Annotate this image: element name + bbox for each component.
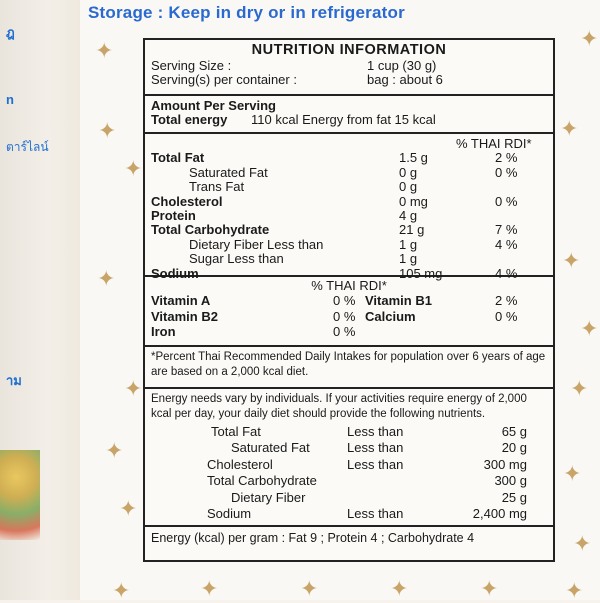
nutrient-rdi: 4 %: [495, 236, 518, 252]
star-icon: ✦: [97, 266, 116, 291]
star-icon: ✦: [580, 26, 599, 51]
daily-value: 300 g: [494, 473, 527, 489]
nutrient-row: [151, 195, 547, 209]
nutrient-name: Sodium: [151, 265, 199, 281]
energy-per-gram: Energy (kcal) per gram : Fat 9 ; Protein 4 ; Carbohydrate 4: [151, 531, 475, 545]
amount-per-serving: Amount Per Serving: [151, 98, 276, 113]
vitamin-right-name: Calcium: [365, 308, 416, 324]
nutrient-name: Trans Fat: [189, 179, 245, 195]
left-text-4: าม: [6, 373, 22, 388]
left-text-1: ฎ: [6, 25, 15, 40]
fruit-image: [0, 450, 40, 540]
star-icon: ✦: [390, 576, 409, 601]
daily-row: [151, 490, 547, 506]
vitamin-left-name: Vitamin B2: [151, 308, 218, 324]
serving-size-value: 1 cup (30 g): [367, 58, 437, 73]
vitamin-list: [151, 293, 547, 340]
vitamin-left-value: 0 %: [333, 293, 356, 309]
nutrient-list: [151, 151, 547, 281]
daily-name: Sodium: [207, 505, 252, 521]
nutrient-row: [151, 151, 547, 165]
nutrition-panel: [143, 38, 555, 562]
footnote-section: [145, 347, 553, 389]
total-energy-row: [151, 113, 547, 127]
daily-row: [151, 457, 547, 473]
vitamins-section: [145, 277, 553, 347]
star-icon: ✦: [562, 248, 581, 273]
daily-row: [151, 424, 547, 440]
vitamin-right-value: 0 %: [495, 308, 518, 324]
daily-qual: Less than: [347, 456, 404, 472]
nutrient-amount: 1.5 g: [399, 150, 428, 166]
nutrient-row: [151, 223, 547, 237]
nutrient-amount: 0 g: [399, 164, 418, 180]
vitamin-left-value: 0 %: [333, 308, 356, 324]
left-packaging-strip: [0, 0, 81, 600]
nutrient-row: [151, 180, 547, 194]
daily-qual: Less than: [347, 505, 404, 521]
star-icon: ✦: [98, 118, 117, 143]
star-icon: ✦: [573, 531, 592, 556]
total-energy-label: Total energy: [151, 112, 228, 128]
nutrient-amount: 4 g: [399, 207, 418, 223]
nutrient-name: Total Carbohydrate: [151, 222, 270, 238]
daily-name: Total Carbohydrate: [207, 473, 317, 489]
energy-section: [145, 96, 553, 134]
star-icon: ✦: [300, 576, 319, 601]
vitamin-left-name: Iron: [151, 324, 176, 340]
nutrient-name: Saturated Fat: [189, 164, 268, 180]
nutrient-row: [151, 238, 547, 252]
star-icon: ✦: [200, 576, 219, 601]
left-text-2: n: [6, 92, 14, 107]
nutrient-name: Cholesterol: [151, 193, 223, 209]
total-energy-value: 110 kcal Energy from fat 15 kcal: [251, 112, 436, 128]
servings-label: Serving(s) per container :: [151, 72, 297, 88]
nutrient-row: [151, 209, 547, 223]
vitamin-row: [151, 324, 547, 340]
daily-name: Total Fat: [211, 424, 261, 439]
nutrient-amount: 1 g: [399, 251, 418, 267]
servings-row: [151, 73, 547, 87]
star-icon: ✦: [580, 316, 599, 341]
daily-name: Dietary Fiber: [231, 489, 306, 505]
star-icon: ✦: [124, 376, 143, 401]
nutrient-amount: 0 g: [399, 179, 418, 195]
servings-value: bag : about 6: [367, 72, 443, 88]
vitamin-row: [151, 293, 547, 309]
nutrient-name: Protein: [151, 207, 196, 223]
daily-row: [151, 473, 547, 489]
daily-qual: Less than: [347, 424, 404, 439]
daily-name: Cholesterol: [207, 456, 273, 472]
nutrient-name: Dietary Fiber Less than: [189, 236, 324, 252]
rdi-header-row: [151, 137, 547, 151]
nutrition-title: NUTRITION INFORMATION: [251, 42, 447, 58]
nutrient-row: [151, 252, 547, 266]
vitamin-right-value: 2 %: [495, 293, 518, 309]
star-icon: ✦: [563, 461, 582, 486]
star-icon: ✦: [480, 576, 499, 601]
energy-note: Energy needs vary by individuals. If your activities require energy of 2,000 kcal per day, your daily diet should provide the following nutrients.: [151, 393, 527, 420]
daily-name: Saturated Fat: [231, 440, 310, 456]
star-icon: ✦: [124, 156, 143, 181]
footnote: *Percent Thai Recommended Daily Intakes for population over 6 years of age are based on a 2,000 kcal diet.: [151, 351, 546, 378]
nutrient-amount: 1 g: [399, 236, 418, 252]
nutrient-rdi: 7 %: [495, 222, 518, 238]
daily-value: 20 g: [501, 440, 527, 456]
star-icon: ✦: [570, 376, 589, 401]
nutrient-amount: 105 mg: [399, 265, 443, 281]
nutrient-amount: 21 g: [399, 222, 425, 238]
nutrient-name: Total Fat: [151, 150, 205, 166]
nutrient-rdi: 4 %: [495, 265, 518, 281]
nutrients-section: [145, 134, 553, 281]
serving-section: [145, 40, 553, 96]
serving-size-row: [151, 59, 547, 73]
vitamin-left-name: Vitamin A: [151, 293, 211, 309]
nutrient-name: Sugar Less than: [189, 251, 284, 267]
vitamin-right-name: Vitamin B1: [365, 293, 432, 309]
storage-text: Storage : Keep in dry or in refrigerator: [88, 3, 405, 22]
daily-row: [151, 440, 547, 456]
vitamin-left-value: 0 %: [333, 324, 356, 340]
serving-size-label: Serving Size :: [151, 58, 232, 73]
nutrient-rdi: 0 %: [495, 193, 518, 209]
daily-row: [151, 506, 547, 522]
star-icon: ✦: [95, 38, 114, 63]
nutrient-amount: 0 mg: [399, 193, 428, 209]
vitamin-header: % THAI RDI*: [311, 278, 387, 293]
daily-section: [145, 389, 553, 527]
rdi-header: % THAI RDI*: [456, 136, 532, 151]
daily-value: 2,400 mg: [472, 505, 527, 521]
daily-value: 65 g: [501, 424, 527, 439]
nutrient-rdi: 2 %: [495, 150, 518, 166]
nutrient-rdi: 0 %: [495, 164, 518, 180]
star-icon: ✦: [112, 578, 131, 603]
star-icon: ✦: [560, 116, 579, 141]
daily-list: [151, 424, 547, 522]
star-icon: ✦: [565, 578, 584, 603]
star-icon: ✦: [119, 496, 138, 521]
vitamin-row: [151, 309, 547, 325]
daily-value: 25 g: [501, 489, 527, 505]
left-text-3: ตาร์ไลน์: [6, 140, 49, 154]
nutrient-row: [151, 166, 547, 180]
daily-value: 300 mg: [483, 456, 527, 472]
star-icon: ✦: [105, 438, 124, 463]
daily-qual: Less than: [347, 440, 404, 456]
energy-per-gram-section: [145, 527, 553, 552]
